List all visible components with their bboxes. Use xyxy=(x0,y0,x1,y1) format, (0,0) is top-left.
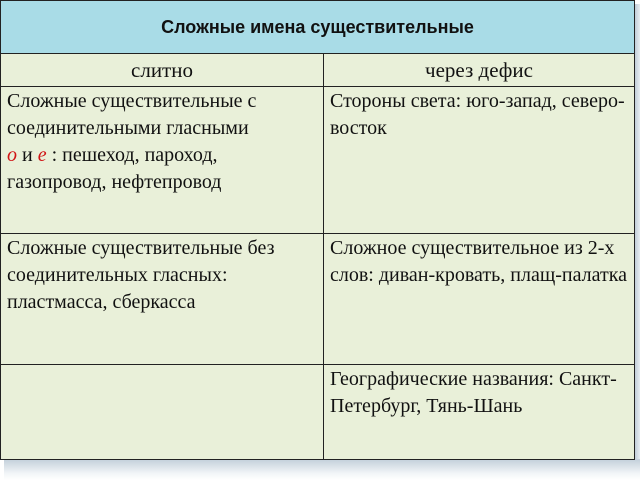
slide-shadow-bottom xyxy=(4,459,640,480)
cell-compound-with-vowels xyxy=(1,87,324,234)
column-header-right: через дефис xyxy=(324,54,635,87)
connecting-vowel-e: е xyxy=(37,144,47,167)
cell-empty xyxy=(1,364,324,459)
cell-text: : пешеход, пароход, газопровод, нефтепровод xyxy=(7,144,222,194)
table-row xyxy=(1,234,635,364)
cell-compound-without-vowels: Сложные существительные без соединительных гласных: пластмасса, сберкасса xyxy=(1,234,324,364)
header-row xyxy=(1,54,635,87)
table-row xyxy=(1,364,635,459)
cell-cardinal-directions: Стороны света: юго-запад, северо-восток xyxy=(324,87,635,234)
title-row xyxy=(1,1,635,54)
column-header-left: слитно xyxy=(1,54,324,87)
connecting-vowel-o: о xyxy=(7,144,17,167)
cell-text: Сложные существительные с соединительными гласными xyxy=(7,90,257,140)
cell-geographic-names: Географические названия: Санкт- Петербург, Тянь-Шань xyxy=(324,364,635,459)
table-row xyxy=(1,87,635,234)
table-title: Сложные имена существительные xyxy=(1,1,635,54)
cell-text: и xyxy=(17,144,38,167)
cell-two-word-compound: Сложное существительное из 2-х слов: диван-кровать, плащ-палатка xyxy=(324,234,635,364)
